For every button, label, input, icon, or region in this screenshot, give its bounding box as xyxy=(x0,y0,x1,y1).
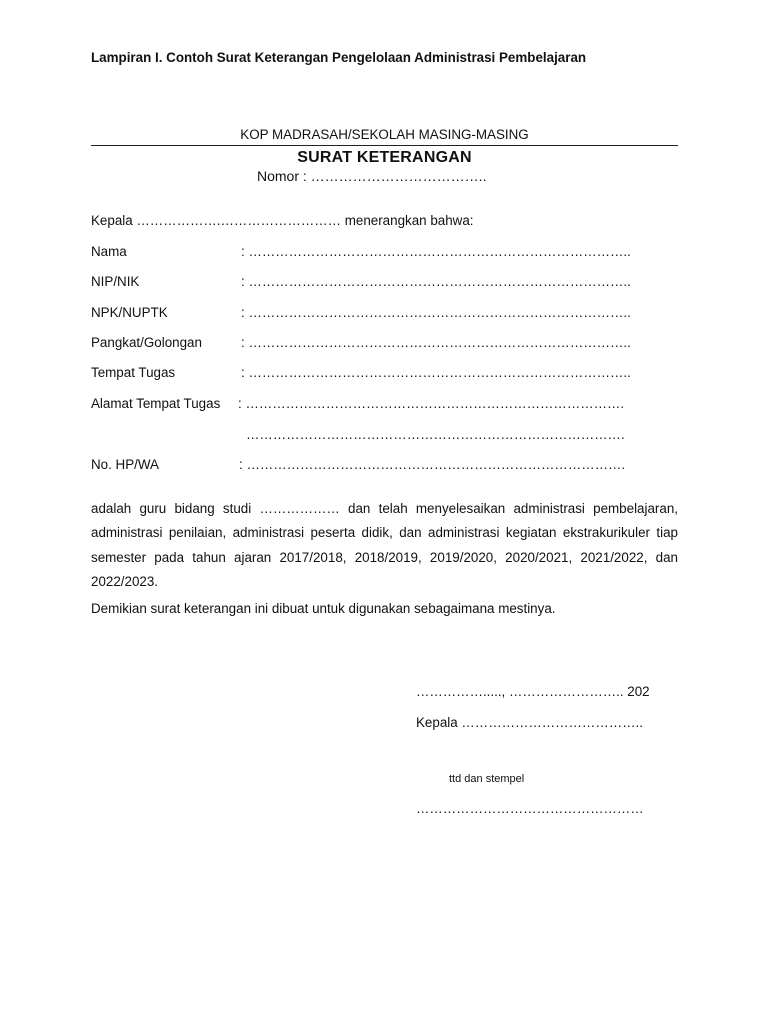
body-paragraph: adalah guru bidang studi ……………… dan telah menyelesaikan administrasi pembelajaran, administrasi penilaian, administrasi peserta didik, dan administrasi kegiatan ekstrakurikuler tiap semester pada tahun ajaran 2017/2018, 2018/2019, 2019/2020, 2020/2021, 2021/2022, dan 2022/2023. xyxy=(91,501,678,589)
field-tempat-label: Tempat Tugas xyxy=(91,365,176,380)
field-hp-label: No. HP/WA xyxy=(91,457,159,472)
closing-paragraph: Demikian surat keterangan ini dibuat untuk digunakan sebagaimana mestinya. xyxy=(91,601,556,616)
field-nip-label: NIP/NIK xyxy=(91,274,140,289)
field-tempat-value: : ………………………………………………………………………….. xyxy=(241,365,631,380)
field-pangkat-label: Pangkat/Golongan xyxy=(91,335,202,350)
field-pangkat-value: : ………………………………………………………………………….. xyxy=(241,335,631,350)
field-alamat-value: : …………………………………………………………………………. xyxy=(238,396,625,411)
field-nip-value: : ………………………………………………………………………….. xyxy=(241,274,631,289)
field-alamat-label: Alamat Tempat Tugas xyxy=(91,396,221,411)
letterhead-divider xyxy=(91,145,678,146)
attachment-caption: Lampiran I. Contoh Surat Keterangan Pengelolaan Administrasi Pembelajaran xyxy=(91,50,587,65)
signature-position: Kepala ………………………………….. xyxy=(416,715,643,730)
letter-number: Nomor : ……………………………….. xyxy=(257,168,487,184)
intro-line: Kepala ……………….……………………… menerangkan bahwa: xyxy=(91,213,474,228)
letter-title: SURAT KETERANGAN xyxy=(297,149,472,166)
field-npk-label: NPK/NUPTK xyxy=(91,305,168,320)
signature-name-line: …………………………………………… xyxy=(416,801,644,816)
field-npk-value: : ………………………………………………………………………….. xyxy=(241,305,631,320)
signature-stamp-note: ttd dan stempel xyxy=(449,773,525,785)
field-nama-label: Nama xyxy=(91,244,127,259)
letterhead-placeholder: KOP MADRASAH/SEKOLAH MASING-MASING xyxy=(240,127,529,142)
signature-place-date: ……………....., …………………….. 202 xyxy=(416,684,650,699)
field-alamat-continuation: …………………………………………………………………………. xyxy=(246,427,625,442)
field-hp-value: : …………………………………………………………………………. xyxy=(239,457,626,472)
field-nama-value: : ………………………………………………………………………….. xyxy=(241,244,631,259)
